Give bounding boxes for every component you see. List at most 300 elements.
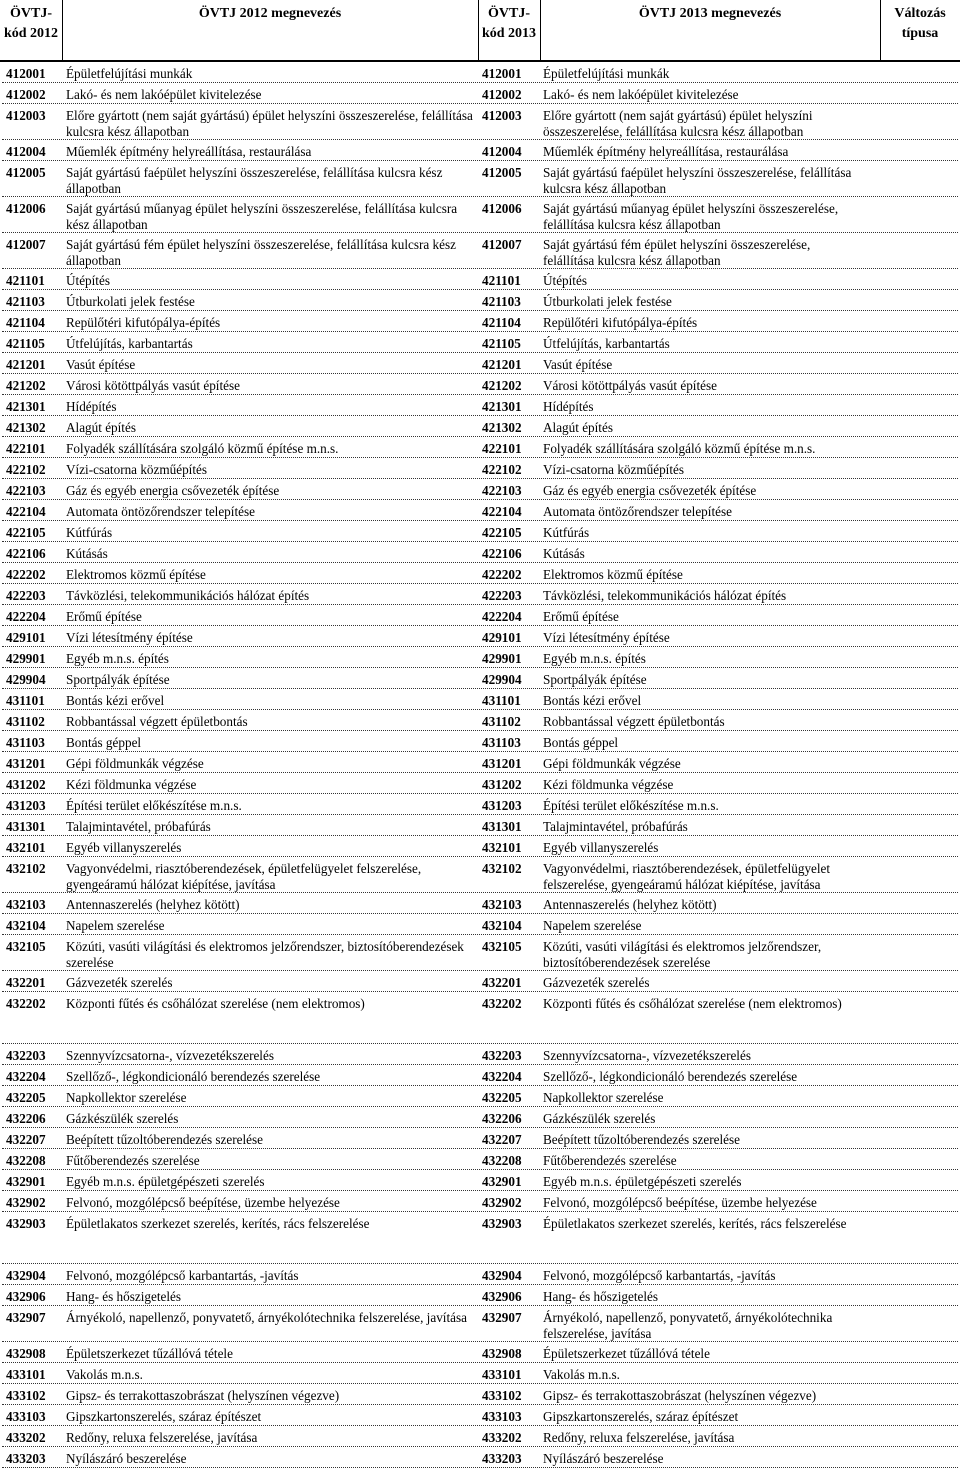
code-2012-cell: 431101 bbox=[6, 693, 45, 708]
code-2013-cell: 432105 bbox=[482, 939, 522, 954]
table-row bbox=[0, 732, 960, 753]
code-2012-cell: 422203 bbox=[6, 588, 46, 603]
code-2012-cell: 432901 bbox=[6, 1174, 46, 1189]
code-2012-cell: 433203 bbox=[6, 1451, 46, 1466]
code-2013-cell: 432906 bbox=[482, 1289, 522, 1304]
code-2012-cell: 432103 bbox=[6, 897, 46, 912]
code-2012-cell: 429904 bbox=[6, 672, 46, 687]
change-type-cell bbox=[884, 972, 954, 975]
code-2013-cell: 432908 bbox=[482, 1346, 522, 1361]
code-2012-cell: 421103 bbox=[6, 294, 45, 309]
code-2013-cell: 432904 bbox=[482, 1268, 522, 1283]
code-2013-cell: 422103 bbox=[482, 483, 522, 498]
name-2012-cell: Repülőtéri kifutópálya-építés bbox=[66, 315, 221, 330]
name-2013-cell: Saját gyártású fém épület helyszíni összeszerelése, felállítása kulcsra kész állapotban bbox=[543, 237, 811, 268]
code-2013-cell: 432202 bbox=[482, 996, 522, 1011]
change-type-cell bbox=[884, 774, 954, 777]
code-2012-cell: 422103 bbox=[6, 483, 46, 498]
change-type-cell bbox=[884, 795, 954, 798]
name-2012-cell: Fűtőberendezés szerelése bbox=[66, 1153, 200, 1168]
change-type-cell bbox=[884, 141, 954, 144]
name-2013-cell: Városi kötöttpályás vasút építése bbox=[543, 378, 717, 393]
code-2012-cell: 421202 bbox=[6, 378, 46, 393]
change-type-cell bbox=[884, 993, 954, 996]
code-2012-cell: 432903 bbox=[6, 1216, 46, 1231]
name-2013-cell: Saját gyártású műanyag épület helyszíni összeszerelése, felállítása kulcsra kész állapotban bbox=[543, 201, 839, 232]
table-row bbox=[0, 1150, 960, 1171]
change-type-cell bbox=[884, 1129, 954, 1132]
change-type-cell bbox=[884, 690, 954, 693]
code-2013-cell: 422203 bbox=[482, 588, 522, 603]
table-row bbox=[0, 627, 960, 648]
name-2012-cell: Gázvezeték szerelés bbox=[66, 975, 173, 990]
table-row bbox=[0, 417, 960, 438]
table-row bbox=[0, 162, 960, 198]
code-2013-cell: 429904 bbox=[482, 672, 522, 687]
name-2013-cell: Egyéb m.n.s. épületgépészeti szerelés bbox=[543, 1174, 742, 1189]
change-type-cell bbox=[884, 312, 954, 315]
name-2012-cell: Vízi-csatorna közműépítés bbox=[66, 462, 207, 477]
name-2013-cell: Kézi földmunka végzése bbox=[543, 777, 674, 792]
change-type-cell bbox=[884, 291, 954, 294]
name-2013-cell: Árnyékoló, napellenző, ponyvatető, árnyékolótechnika felszerelése, javítása bbox=[543, 1310, 833, 1341]
name-2013-cell: Folyadék szállítására szolgáló közmű építése m.n.s. bbox=[543, 441, 816, 456]
table-row bbox=[0, 690, 960, 711]
code-2013-cell: 432206 bbox=[482, 1111, 522, 1126]
table-row bbox=[0, 795, 960, 816]
table-row bbox=[0, 669, 960, 690]
name-2013-cell: Vízi létesítmény építése bbox=[543, 630, 670, 645]
change-type-cell bbox=[884, 1066, 954, 1069]
table-row bbox=[0, 396, 960, 417]
name-2012-cell: Napelem szerelése bbox=[66, 918, 165, 933]
name-2012-cell: Egyéb villanyszerelés bbox=[66, 840, 182, 855]
name-2013-cell: Épületlakatos szerkezet szerelés, kerítés, rács felszerelése bbox=[543, 1216, 847, 1231]
table-row bbox=[0, 141, 960, 162]
change-type-cell bbox=[884, 459, 954, 462]
table-row bbox=[0, 1307, 960, 1343]
change-type-cell bbox=[884, 1192, 954, 1195]
code-2013-cell: 412006 bbox=[482, 201, 522, 216]
name-2012-cell: Épületlakatos szerkezet szerelés, kerítés, rács felszerelése bbox=[66, 1216, 370, 1231]
name-2013-cell: Távközlési, telekommunikációs hálózat építés bbox=[543, 588, 787, 603]
name-2013-cell: Gipsz- és terrakottaszobrászat (helyszínen végezve) bbox=[543, 1388, 817, 1403]
name-2013-cell: Redőny, reluxa felszerelése, javítása bbox=[543, 1430, 735, 1445]
change-type-cell bbox=[884, 894, 954, 897]
name-2012-cell: Előre gyártott (nem saját gyártású) épület helyszíni összeszerelése, felállítása kulcsra kész állapotban bbox=[66, 108, 473, 139]
name-2013-cell: Útfelújítás, karbantartás bbox=[543, 336, 670, 351]
name-2012-cell: Építési terület előkészítése m.n.s. bbox=[66, 798, 242, 813]
change-type-cell bbox=[884, 1087, 954, 1090]
code-2012-cell: 412007 bbox=[6, 237, 46, 252]
header-name-2013: ÖVTJ 2013 megnevezés bbox=[638, 6, 782, 21]
code-2013-cell: 422101 bbox=[482, 441, 522, 456]
code-2012-cell: 432202 bbox=[6, 996, 46, 1011]
table-row bbox=[0, 1427, 960, 1448]
code-2013-cell: 421104 bbox=[482, 315, 521, 330]
code-2013-cell: 421301 bbox=[482, 399, 522, 414]
name-2012-cell: Automata öntözőrendszer telepítése bbox=[66, 504, 255, 519]
name-2013-cell: Szennyvízcsatorna-, vízvezetékszerelés bbox=[543, 1048, 751, 1063]
table-row bbox=[0, 585, 960, 606]
name-2012-cell: Beépített tűzoltóberendezés szerelése bbox=[66, 1132, 263, 1147]
change-type-cell bbox=[884, 816, 954, 819]
name-2013-cell: Központi fűtés és csőhálózat szerelése (nem elektromos) bbox=[543, 996, 842, 1011]
code-2013-cell: 422202 bbox=[482, 567, 522, 582]
code-2013-cell: 432207 bbox=[482, 1132, 522, 1147]
change-type-cell bbox=[884, 234, 954, 237]
table-row bbox=[0, 522, 960, 543]
code-2013-cell: 433103 bbox=[482, 1409, 522, 1424]
name-2012-cell: Folyadék szállítására szolgáló közmű építése m.n.s. bbox=[66, 441, 339, 456]
name-2013-cell: Antennaszerelés (helyhez kötött) bbox=[543, 897, 717, 912]
change-type-cell bbox=[884, 732, 954, 735]
name-2012-cell: Nyílászáró beszerelése bbox=[66, 1451, 187, 1466]
name-2012-cell: Saját gyártású műanyag épület helyszíni összeszerelése, felállítása kulcsra kész állapotban bbox=[66, 201, 458, 232]
code-2012-cell: 422204 bbox=[6, 609, 46, 624]
change-type-cell bbox=[884, 1385, 954, 1388]
name-2013-cell: Talajmintavétel, próbafúrás bbox=[543, 819, 688, 834]
name-2013-cell: Műemlék építmény helyreállítása, restaurálása bbox=[543, 144, 789, 159]
code-2012-cell: 429901 bbox=[6, 651, 46, 666]
code-2012-cell: 431202 bbox=[6, 777, 46, 792]
name-2013-cell: Napelem szerelése bbox=[543, 918, 642, 933]
change-type-cell bbox=[884, 375, 954, 378]
code-2012-cell: 412004 bbox=[6, 144, 46, 159]
name-2013-cell: Kútásás bbox=[543, 546, 585, 561]
code-2013-cell: 431201 bbox=[482, 756, 522, 771]
table-row bbox=[0, 1265, 960, 1286]
name-2012-cell: Kézi földmunka végzése bbox=[66, 777, 197, 792]
code-2012-cell: 432206 bbox=[6, 1111, 46, 1126]
code-2013-cell: 431301 bbox=[482, 819, 522, 834]
code-2013-cell: 412004 bbox=[482, 144, 522, 159]
name-2013-cell: Egyéb villanyszerelés bbox=[543, 840, 659, 855]
code-2013-cell: 433101 bbox=[482, 1367, 522, 1382]
code-2013-cell: 431203 bbox=[482, 798, 522, 813]
table-row bbox=[0, 198, 960, 234]
code-2012-cell: 412002 bbox=[6, 87, 46, 102]
name-2012-cell: Antennaszerelés (helyhez kötött) bbox=[66, 897, 240, 912]
code-2013-cell: 433202 bbox=[482, 1430, 522, 1445]
change-type-cell bbox=[884, 858, 954, 861]
table-row bbox=[0, 375, 960, 396]
name-2012-cell: Kútásás bbox=[66, 546, 108, 561]
code-2013-cell: 421302 bbox=[482, 420, 522, 435]
name-2012-cell: Elektromos közmű építése bbox=[66, 567, 206, 582]
code-2013-cell: 421201 bbox=[482, 357, 522, 372]
code-2012-cell: 421105 bbox=[6, 336, 45, 351]
name-2012-cell: Vakolás m.n.s. bbox=[66, 1367, 143, 1382]
code-2012-cell: 421104 bbox=[6, 315, 45, 330]
name-2012-cell: Kútfúrás bbox=[66, 525, 113, 540]
table-row bbox=[0, 333, 960, 354]
code-2012-cell: 412003 bbox=[6, 108, 46, 123]
change-type-cell bbox=[884, 1213, 954, 1216]
name-2012-cell: Hídépítés bbox=[66, 399, 117, 414]
name-2013-cell: Automata öntözőrendszer telepítése bbox=[543, 504, 732, 519]
code-2013-cell: 432203 bbox=[482, 1048, 522, 1063]
code-2012-cell: 432904 bbox=[6, 1268, 46, 1283]
name-2012-cell: Sportpályák építése bbox=[66, 672, 170, 687]
change-type-cell bbox=[884, 753, 954, 756]
code-2013-cell: 432102 bbox=[482, 861, 522, 876]
name-2013-cell: Útépítés bbox=[543, 273, 587, 288]
change-type-cell bbox=[884, 585, 954, 588]
name-2013-cell: Gipszkartonszerelés, száraz építészet bbox=[543, 1409, 739, 1424]
name-2013-cell: Gázvezeték szerelés bbox=[543, 975, 650, 990]
code-2012-cell: 422104 bbox=[6, 504, 46, 519]
name-2012-cell: Szellőző-, légkondicionáló berendezés szerelése bbox=[66, 1069, 321, 1084]
table-row bbox=[0, 354, 960, 375]
name-2012-cell: Gipsz- és terrakottaszobrászat (helyszínen végezve) bbox=[66, 1388, 340, 1403]
table-row bbox=[0, 312, 960, 333]
name-2012-cell: Napkollektor szerelése bbox=[66, 1090, 187, 1105]
code-2013-cell: 433203 bbox=[482, 1451, 522, 1466]
table-row bbox=[0, 1385, 960, 1406]
name-2013-cell: Saját gyártású faépület helyszíni összeszerelése, felállítása kulcsra kész állapotban bbox=[543, 165, 852, 196]
table-row bbox=[0, 291, 960, 312]
change-type-cell bbox=[884, 837, 954, 840]
change-type-cell bbox=[884, 354, 954, 357]
table-row bbox=[0, 438, 960, 459]
name-2013-cell: Felvonó, mozgólépcső karbantartás, -javítás bbox=[543, 1268, 776, 1283]
table-row bbox=[0, 1129, 960, 1150]
change-type-cell bbox=[884, 105, 954, 108]
change-type-cell bbox=[884, 438, 954, 441]
change-type-cell bbox=[884, 564, 954, 567]
table-row bbox=[0, 711, 960, 732]
code-2012-cell: 432907 bbox=[6, 1310, 46, 1325]
table-row bbox=[0, 648, 960, 669]
name-2012-cell: Felvonó, mozgólépcső beépítése, üzembe helyezése bbox=[66, 1195, 340, 1210]
code-2013-cell: 432208 bbox=[482, 1153, 522, 1168]
name-2013-cell: Vagyonvédelmi, riasztóberendezések, épületfelügyelet felszerelése, gyengeáramú hálózat kiépítése, javítása bbox=[543, 861, 831, 892]
code-2012-cell: 432201 bbox=[6, 975, 46, 990]
name-2012-cell: Saját gyártású fém épület helyszíni összeszerelése, felállítása kulcsra kész állapotban bbox=[66, 237, 456, 268]
code-2013-cell: 431101 bbox=[482, 693, 521, 708]
table-row bbox=[0, 753, 960, 774]
code-2013-cell: 422105 bbox=[482, 525, 522, 540]
code-2013-cell: 432205 bbox=[482, 1090, 522, 1105]
code-2013-cell: 431102 bbox=[482, 714, 521, 729]
name-2012-cell: Egyéb m.n.s. épületgépészeti szerelés bbox=[66, 1174, 265, 1189]
table-row bbox=[0, 774, 960, 795]
name-2013-cell: Sportpályák építése bbox=[543, 672, 647, 687]
table-row bbox=[0, 1045, 960, 1066]
code-2013-cell: 422106 bbox=[482, 546, 522, 561]
change-type-cell bbox=[884, 915, 954, 918]
code-2012-cell: 433103 bbox=[6, 1409, 46, 1424]
change-type-cell bbox=[884, 648, 954, 651]
table-row bbox=[0, 270, 960, 291]
change-type-cell bbox=[884, 480, 954, 483]
table-row bbox=[0, 1108, 960, 1129]
table-row bbox=[0, 63, 960, 84]
header-code-2013: ÖVTJ-kód 2013 bbox=[481, 6, 537, 41]
table-row bbox=[0, 915, 960, 936]
change-type-cell bbox=[884, 1108, 954, 1111]
name-2012-cell: Gáz és egyéb energia csővezeték építése bbox=[66, 483, 280, 498]
code-2012-cell: 432203 bbox=[6, 1048, 46, 1063]
name-2012-cell: Szennyvízcsatorna-, vízvezetékszerelés bbox=[66, 1048, 274, 1063]
change-type-cell bbox=[884, 1406, 954, 1409]
name-2012-cell: Vagyonvédelmi, riasztóberendezések, épületfelügyelet felszerelése, gyengeáramú hálózat kiépítése, javítása bbox=[66, 861, 422, 892]
name-2013-cell: Gáz és egyéb energia csővezeték építése bbox=[543, 483, 757, 498]
table-row bbox=[0, 816, 960, 837]
code-2013-cell: 432104 bbox=[482, 918, 522, 933]
name-2013-cell: Vakolás m.n.s. bbox=[543, 1367, 620, 1382]
code-2012-cell: 433202 bbox=[6, 1430, 46, 1445]
change-type-cell bbox=[884, 1150, 954, 1153]
name-2013-cell: Útburkolati jelek festése bbox=[543, 294, 672, 309]
code-2012-cell: 421302 bbox=[6, 420, 46, 435]
table-row bbox=[0, 564, 960, 585]
table-row bbox=[0, 1213, 960, 1265]
table-row bbox=[0, 501, 960, 522]
change-type-cell bbox=[884, 1307, 954, 1310]
table-header bbox=[0, 0, 960, 60]
table-row bbox=[0, 858, 960, 894]
code-2012-cell: 432104 bbox=[6, 918, 46, 933]
table-row bbox=[0, 936, 960, 972]
name-2012-cell: Bontás kézi erővel bbox=[66, 693, 165, 708]
code-2012-cell: 431201 bbox=[6, 756, 46, 771]
code-2013-cell: 412001 bbox=[482, 66, 522, 81]
name-2013-cell: Előre gyártott (nem saját gyártású) épület helyszíni összeszerelése, felállítása kulcsra kész állapotban bbox=[543, 108, 813, 139]
name-2012-cell: Épületfelújítási munkák bbox=[66, 66, 193, 81]
change-type-cell bbox=[884, 84, 954, 87]
name-2012-cell: Robbantással végzett épületbontás bbox=[66, 714, 248, 729]
code-2012-cell: 431102 bbox=[6, 714, 45, 729]
code-2013-cell: 432204 bbox=[482, 1069, 522, 1084]
name-2013-cell: Épületszerkezet tűzállóvá tétele bbox=[543, 1346, 710, 1361]
name-2013-cell: Kútfúrás bbox=[543, 525, 590, 540]
code-2012-cell: 431203 bbox=[6, 798, 46, 813]
name-2013-cell: Robbantással végzett épületbontás bbox=[543, 714, 725, 729]
name-2012-cell: Útépítés bbox=[66, 273, 110, 288]
table-row bbox=[0, 480, 960, 501]
code-2012-cell: 432908 bbox=[6, 1346, 46, 1361]
code-2013-cell: 422204 bbox=[482, 609, 522, 624]
table-body bbox=[0, 63, 960, 1469]
change-type-cell bbox=[884, 270, 954, 273]
code-2012-cell: 431103 bbox=[6, 735, 45, 750]
code-2013-cell: 432103 bbox=[482, 897, 522, 912]
table-row bbox=[0, 543, 960, 564]
change-type-cell bbox=[884, 1364, 954, 1367]
name-2012-cell: Bontás géppel bbox=[66, 735, 142, 750]
name-2013-cell: Egyéb m.n.s. építés bbox=[543, 651, 646, 666]
name-2013-cell: Repülőtéri kifutópálya-építés bbox=[543, 315, 698, 330]
code-2012-cell: 421201 bbox=[6, 357, 46, 372]
name-2012-cell: Vasút építése bbox=[66, 357, 136, 372]
change-type-cell bbox=[884, 711, 954, 714]
name-2013-cell: Vízi-csatorna közműépítés bbox=[543, 462, 684, 477]
code-2012-cell: 422102 bbox=[6, 462, 46, 477]
table-row bbox=[0, 606, 960, 627]
name-2012-cell: Műemlék építmény helyreállítása, restaurálása bbox=[66, 144, 312, 159]
code-2013-cell: 432902 bbox=[482, 1195, 522, 1210]
code-2013-cell: 422104 bbox=[482, 504, 522, 519]
code-2012-cell: 433102 bbox=[6, 1388, 46, 1403]
table-row bbox=[0, 84, 960, 105]
header-change-type: Változás típusa bbox=[894, 6, 946, 41]
name-2013-cell: Épületfelújítási munkák bbox=[543, 66, 670, 81]
code-2013-cell: 431202 bbox=[482, 777, 522, 792]
code-2012-cell: 432207 bbox=[6, 1132, 46, 1147]
table-row bbox=[0, 1406, 960, 1427]
name-2013-cell: Fűtőberendezés szerelése bbox=[543, 1153, 677, 1168]
name-2013-cell: Szellőző-, légkondicionáló berendezés szerelése bbox=[543, 1069, 798, 1084]
change-type-cell bbox=[884, 198, 954, 201]
header-code-2012: ÖVTJ-kód 2012 bbox=[3, 6, 59, 41]
change-type-cell bbox=[884, 333, 954, 336]
name-2012-cell: Távközlési, telekommunikációs hálózat építés bbox=[66, 588, 310, 603]
table-row bbox=[0, 1171, 960, 1192]
table-row bbox=[0, 459, 960, 480]
table-row bbox=[0, 993, 960, 1045]
change-type-cell bbox=[884, 501, 954, 504]
change-type-cell bbox=[884, 936, 954, 939]
name-2013-cell: Vasút építése bbox=[543, 357, 613, 372]
table-row bbox=[0, 234, 960, 270]
code-2013-cell: 421202 bbox=[482, 378, 522, 393]
table-row bbox=[0, 1066, 960, 1087]
code-2013-cell: 421103 bbox=[482, 294, 521, 309]
change-type-cell bbox=[884, 162, 954, 165]
code-2012-cell: 422202 bbox=[6, 567, 46, 582]
code-2013-cell: 422102 bbox=[482, 462, 522, 477]
code-2012-cell: 432208 bbox=[6, 1153, 46, 1168]
code-2012-cell: 421101 bbox=[6, 273, 45, 288]
change-type-cell bbox=[884, 1171, 954, 1174]
table-row bbox=[0, 1286, 960, 1307]
name-2012-cell: Útburkolati jelek festése bbox=[66, 294, 195, 309]
name-2012-cell: Vízi létesítmény építése bbox=[66, 630, 193, 645]
name-2013-cell: Beépített tűzoltóberendezés szerelése bbox=[543, 1132, 740, 1147]
change-type-cell bbox=[884, 1448, 954, 1451]
code-2012-cell: 412001 bbox=[6, 66, 46, 81]
change-type-cell bbox=[884, 1045, 954, 1048]
name-2012-cell: Saját gyártású faépület helyszíni összeszerelése, felállítása kulcsra kész állapotban bbox=[66, 165, 443, 196]
name-2012-cell: Redőny, reluxa felszerelése, javítása bbox=[66, 1430, 258, 1445]
name-2013-cell: Gépi földmunkák végzése bbox=[543, 756, 681, 771]
table-row bbox=[0, 894, 960, 915]
code-2013-cell: 431103 bbox=[482, 735, 521, 750]
name-2013-cell: Lakó- és nem lakóépület kivitelezése bbox=[543, 87, 739, 102]
code-2013-cell: 433102 bbox=[482, 1388, 522, 1403]
name-2013-cell: Erőmű építése bbox=[543, 609, 619, 624]
header-divider bbox=[0, 60, 960, 62]
name-2012-cell: Erőmű építése bbox=[66, 609, 142, 624]
code-2012-cell: 432102 bbox=[6, 861, 46, 876]
header-name-2012: ÖVTJ 2012 megnevezés bbox=[198, 6, 342, 21]
name-2013-cell: Gázkészülék szerelés bbox=[543, 1111, 656, 1126]
change-type-cell bbox=[884, 1343, 954, 1346]
name-2013-cell: Bontás kézi erővel bbox=[543, 693, 642, 708]
code-2012-cell: 432906 bbox=[6, 1289, 46, 1304]
name-2013-cell: Építési terület előkészítése m.n.s. bbox=[543, 798, 719, 813]
change-type-cell bbox=[884, 63, 954, 66]
code-2013-cell: 432907 bbox=[482, 1310, 522, 1325]
name-2012-cell: Alagút építés bbox=[66, 420, 136, 435]
table-row bbox=[0, 1364, 960, 1385]
table-row bbox=[0, 1343, 960, 1364]
name-2013-cell: Napkollektor szerelése bbox=[543, 1090, 664, 1105]
code-2012-cell: 422101 bbox=[6, 441, 46, 456]
code-2013-cell: 432201 bbox=[482, 975, 522, 990]
